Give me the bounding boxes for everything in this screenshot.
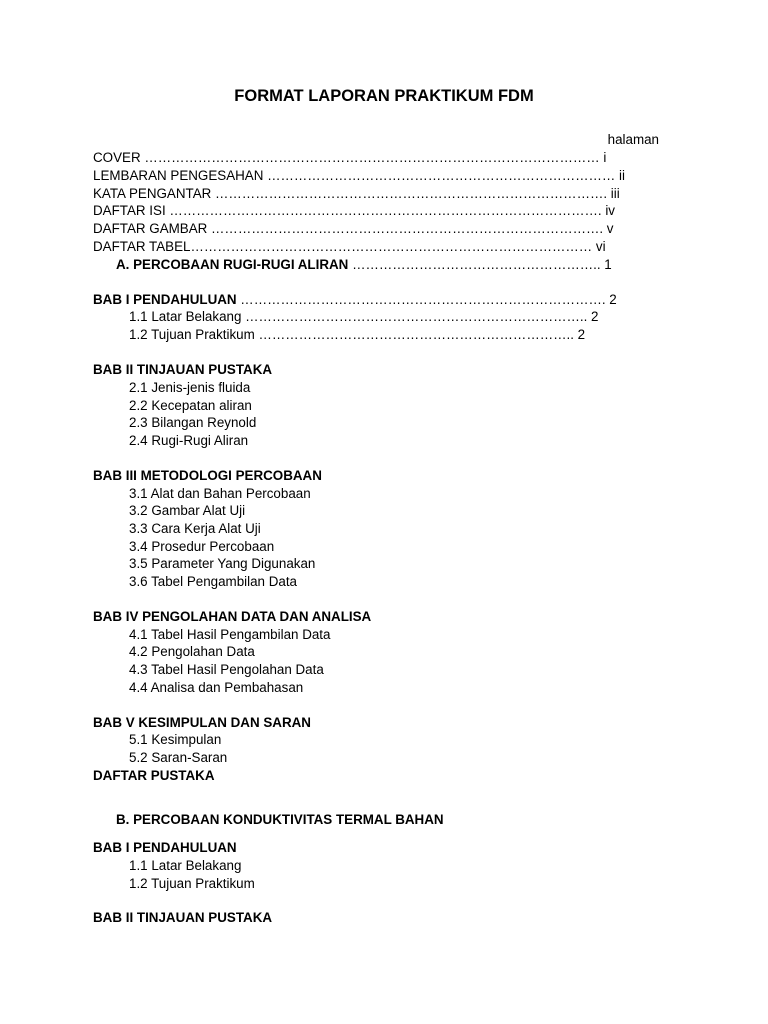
a-bab4-title: BAB IV PENGOLAHAN DATA DAN ANALISA: [93, 609, 372, 624]
section-a-heading-row: [116, 256, 612, 273]
a-bab2-title: BAB II TINJAUAN PUSTAKA: [93, 362, 273, 377]
document-title: FORMAT LAPORAN PRAKTIKUM FDM: [234, 87, 534, 105]
a-bab4-item: 4.4 Analisa dan Pembahasan: [129, 680, 304, 695]
a-bab2-item: 2.2 Kecepatan aliran: [129, 398, 252, 413]
section-a-heading-dots: ……………………………………………….. 1: [348, 257, 612, 272]
toc-daftar-isi: DAFTAR ISI ……………………………………………………………………………………. iv: [93, 203, 615, 218]
a-bab3-item: 3.6 Tabel Pengambilan Data: [129, 574, 297, 589]
a-bab1-title: BAB I PENDAHULUAN: [93, 292, 237, 307]
toc-pengesahan: LEMBARAN PENGESAHAN …………………………………………………………………… ii: [93, 168, 625, 183]
section-b-heading: B. PERCOBAAN KONDUKTIVITAS TERMAL BAHAN: [116, 812, 444, 827]
b-bab1-item: 1.1 Latar Belakang: [129, 858, 242, 873]
a-bab3-item: 3.4 Prosedur Percobaan: [129, 539, 275, 554]
a-bab5-item: 5.1 Kesimpulan: [129, 732, 222, 747]
b-bab1-item: 1.2 Tujuan Praktikum: [129, 876, 255, 891]
a-bab5-title: BAB V KESIMPULAN DAN SARAN: [93, 715, 311, 730]
a-bab3-item: 3.2 Gambar Alat Uji: [129, 503, 246, 518]
a-bab2-item: 2.1 Jenis-jenis fluida: [129, 380, 251, 395]
b-bab1-title: BAB I PENDAHULUAN: [93, 840, 237, 855]
a-bab3-item: 3.1 Alat dan Bahan Percobaan: [129, 486, 311, 501]
halaman-label: halaman: [607, 132, 659, 147]
a-bab3-item: 3.3 Cara Kerja Alat Uji: [129, 521, 261, 536]
a-bab5-item: 5.2 Saran-Saran: [129, 750, 228, 765]
section-a-heading: A. PERCOBAAN RUGI-RUGI ALIRAN: [116, 257, 349, 272]
a-bab4-item: 4.2 Pengolahan Data: [129, 644, 255, 659]
toc-daftar-tabel: DAFTAR TABEL……………………………………………………………………………… vi: [93, 239, 606, 254]
a-bab3-title: BAB III METODOLOGI PERCOBAAN: [93, 468, 322, 483]
a-bab1-item: 1.2 Tujuan Praktikum …………………………………………………………….. 2: [129, 327, 586, 342]
toc-daftar-gambar: DAFTAR GAMBAR ……………………………………………………………………………. v: [93, 221, 614, 236]
a-bab1-dots: ………………………………………………………………………. 2: [236, 292, 617, 307]
toc-cover: COVER ………………………………………………………………………………………… i: [93, 150, 607, 165]
a-bab1-row: [93, 291, 617, 308]
toc-kata-pengantar: KATA PENGANTAR ……………………………………………………………………………. iii: [93, 186, 620, 201]
a-bab4-item: 4.1 Tabel Hasil Pengambilan Data: [129, 627, 331, 642]
a-daftar-pustaka: DAFTAR PUSTAKA: [93, 768, 215, 783]
a-bab2-item: 2.4 Rugi-Rugi Aliran: [129, 433, 249, 448]
a-bab4-item: 4.3 Tabel Hasil Pengolahan Data: [129, 662, 324, 677]
b-bab2-title: BAB II TINJAUAN PUSTAKA: [93, 910, 273, 925]
a-bab3-item: 3.5 Parameter Yang Digunakan: [129, 556, 316, 571]
a-bab2-item: 2.3 Bilangan Reynold: [129, 415, 257, 430]
a-bab1-item: 1.1 Latar Belakang ………………………………………………………………….. 2: [129, 309, 599, 324]
